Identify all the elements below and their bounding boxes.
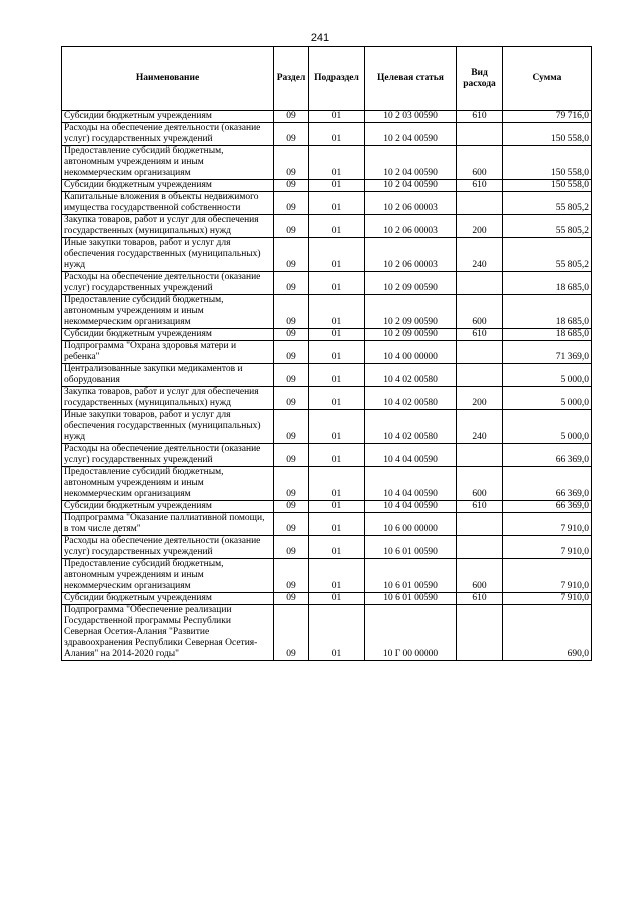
row-section: 09 <box>274 410 309 444</box>
row-name: Предоставление субсидий бюджетным, автономным учреждениям и иным некоммерческим организациям <box>62 467 274 501</box>
row-section: 09 <box>274 513 309 536</box>
table-row <box>62 238 592 272</box>
row-subsection: 01 <box>309 329 365 341</box>
row-name: Предоставление субсидий бюджетным, автономным учреждениям и иным некоммерческим организациям <box>62 295 274 329</box>
row-section: 09 <box>274 215 309 238</box>
row-subsection: 01 <box>309 146 365 180</box>
row-sum: 7 910,0 <box>503 559 592 593</box>
row-name: Подпрограмма "Охрана здоровья матери и ребенка" <box>62 341 274 364</box>
row-sum: 79 716,0 <box>503 111 592 123</box>
row-name: Предоставление субсидий бюджетным, автономным учреждениям и иным некоммерческим организациям <box>62 559 274 593</box>
row-subsection: 01 <box>309 272 365 295</box>
row-subsection: 01 <box>309 605 365 661</box>
row-expense-type: 610 <box>457 180 503 192</box>
row-section: 09 <box>274 501 309 513</box>
row-subsection: 01 <box>309 123 365 146</box>
row-target: 10 Г 00 00000 <box>365 605 457 661</box>
row-subsection: 01 <box>309 444 365 467</box>
row-sum: 7 910,0 <box>503 593 592 605</box>
row-expense-type: 610 <box>457 501 503 513</box>
row-sum: 71 369,0 <box>503 341 592 364</box>
table-row <box>62 329 592 341</box>
table-row <box>62 501 592 513</box>
row-expense-type: 600 <box>457 467 503 501</box>
row-section: 09 <box>274 329 309 341</box>
row-subsection: 01 <box>309 559 365 593</box>
row-expense-type <box>457 341 503 364</box>
row-name: Иные закупки товаров, работ и услуг для обеспечения государственных (муниципальных) нужд <box>62 238 274 272</box>
row-name: Расходы на обеспечение деятельности (оказание услуг) государственных учреждений <box>62 123 274 146</box>
row-subsection: 01 <box>309 192 365 215</box>
row-expense-type <box>457 364 503 387</box>
row-name: Предоставление субсидий бюджетным, автономным учреждениям и иным некоммерческим организациям <box>62 146 274 180</box>
row-sum: 5 000,0 <box>503 387 592 410</box>
row-target: 10 4 00 00000 <box>365 341 457 364</box>
row-name: Подпрограмма "Обеспечение реализации Государственной программы Республики Северная Осетия-Алания "Развитие здравоохранения Республики Северная Осетия-Алания" на 2014-2020 годы" <box>62 605 274 661</box>
row-name: Расходы на обеспечение деятельности (оказание услуг) государственных учреждений <box>62 444 274 467</box>
row-sum: 66 369,0 <box>503 444 592 467</box>
row-section: 09 <box>274 444 309 467</box>
row-subsection: 01 <box>309 295 365 329</box>
row-sum: 18 685,0 <box>503 295 592 329</box>
row-name: Субсидии бюджетным учреждениям <box>62 593 274 605</box>
row-section: 09 <box>274 593 309 605</box>
row-subsection: 01 <box>309 501 365 513</box>
table-row <box>62 146 592 180</box>
row-expense-type <box>457 192 503 215</box>
row-name: Централизованные закупки медикаментов и оборудования <box>62 364 274 387</box>
row-subsection: 01 <box>309 238 365 272</box>
header-name: Наименование <box>62 47 274 111</box>
row-sum: 150 558,0 <box>503 146 592 180</box>
row-target: 10 4 02 00580 <box>365 387 457 410</box>
row-target: 10 2 04 00590 <box>365 123 457 146</box>
row-section: 09 <box>274 111 309 123</box>
table-row <box>62 215 592 238</box>
row-expense-type: 200 <box>457 387 503 410</box>
row-expense-type: 600 <box>457 295 503 329</box>
row-target: 10 4 04 00590 <box>365 467 457 501</box>
row-expense-type <box>457 123 503 146</box>
header-section: Раздел <box>274 47 309 111</box>
row-sum: 7 910,0 <box>503 513 592 536</box>
row-name: Субсидии бюджетным учреждениям <box>62 501 274 513</box>
row-section: 09 <box>274 341 309 364</box>
row-section: 09 <box>274 192 309 215</box>
row-sum: 150 558,0 <box>503 123 592 146</box>
row-target: 10 4 02 00580 <box>365 410 457 444</box>
row-expense-type: 600 <box>457 559 503 593</box>
row-subsection: 01 <box>309 341 365 364</box>
row-expense-type: 600 <box>457 146 503 180</box>
row-subsection: 01 <box>309 467 365 501</box>
row-subsection: 01 <box>309 536 365 559</box>
table-row <box>62 605 592 661</box>
table-row <box>62 536 592 559</box>
table-row <box>62 192 592 215</box>
row-section: 09 <box>274 364 309 387</box>
row-sum: 55 805,2 <box>503 215 592 238</box>
table-row <box>62 593 592 605</box>
row-target: 10 4 02 00580 <box>365 364 457 387</box>
row-expense-type: 240 <box>457 410 503 444</box>
row-name: Капитальные вложения в объекты недвижимого имущества государственной собственности <box>62 192 274 215</box>
table-row <box>62 387 592 410</box>
header-sum: Сумма <box>503 47 592 111</box>
row-section: 09 <box>274 559 309 593</box>
row-sum: 66 369,0 <box>503 467 592 501</box>
table-row <box>62 341 592 364</box>
table-row <box>62 123 592 146</box>
row-target: 10 2 09 00590 <box>365 272 457 295</box>
row-subsection: 01 <box>309 215 365 238</box>
row-target: 10 4 04 00590 <box>365 444 457 467</box>
table-row <box>62 559 592 593</box>
row-sum: 5 000,0 <box>503 410 592 444</box>
header-subsection: Подраздел <box>309 47 365 111</box>
row-subsection: 01 <box>309 593 365 605</box>
row-expense-type <box>457 605 503 661</box>
row-target: 10 2 04 00590 <box>365 180 457 192</box>
header-row <box>62 47 592 111</box>
row-sum: 18 685,0 <box>503 272 592 295</box>
row-expense-type <box>457 513 503 536</box>
table-row <box>62 111 592 123</box>
table-row <box>62 364 592 387</box>
row-target: 10 2 09 00590 <box>365 329 457 341</box>
row-target: 10 4 04 00590 <box>365 501 457 513</box>
row-section: 09 <box>274 146 309 180</box>
row-section: 09 <box>274 238 309 272</box>
row-subsection: 01 <box>309 180 365 192</box>
row-subsection: 01 <box>309 387 365 410</box>
table-row <box>62 180 592 192</box>
row-expense-type: 610 <box>457 111 503 123</box>
row-subsection: 01 <box>309 410 365 444</box>
row-subsection: 01 <box>309 364 365 387</box>
row-target: 10 6 01 00590 <box>365 593 457 605</box>
row-name: Расходы на обеспечение деятельности (оказание услуг) государственных учреждений <box>62 536 274 559</box>
row-expense-type: 610 <box>457 329 503 341</box>
row-name: Субсидии бюджетным учреждениям <box>62 111 274 123</box>
row-target: 10 2 06 00003 <box>365 192 457 215</box>
table-row <box>62 410 592 444</box>
row-section: 09 <box>274 467 309 501</box>
row-target: 10 2 06 00003 <box>365 215 457 238</box>
row-sum: 18 685,0 <box>503 329 592 341</box>
row-sum: 55 805,2 <box>503 238 592 272</box>
row-expense-type <box>457 272 503 295</box>
table-row <box>62 295 592 329</box>
budget-table <box>61 46 592 661</box>
row-name: Субсидии бюджетным учреждениям <box>62 180 274 192</box>
row-name: Закупка товаров, работ и услуг для обеспечения государственных (муниципальных) нужд <box>62 387 274 410</box>
row-section: 09 <box>274 605 309 661</box>
row-sum: 5 000,0 <box>503 364 592 387</box>
table-row <box>62 444 592 467</box>
row-sum: 55 805,2 <box>503 192 592 215</box>
row-section: 09 <box>274 180 309 192</box>
row-section: 09 <box>274 536 309 559</box>
table-row <box>62 513 592 536</box>
row-target: 10 6 01 00590 <box>365 536 457 559</box>
row-sum: 7 910,0 <box>503 536 592 559</box>
page-number: 241 <box>310 32 330 44</box>
row-sum: 66 369,0 <box>503 501 592 513</box>
row-sum: 690,0 <box>503 605 592 661</box>
row-section: 09 <box>274 272 309 295</box>
row-section: 09 <box>274 295 309 329</box>
header-type: Вид расхода <box>457 47 503 111</box>
row-target: 10 6 01 00590 <box>365 559 457 593</box>
row-name: Расходы на обеспечение деятельности (оказание услуг) государственных учреждений <box>62 272 274 295</box>
row-section: 09 <box>274 123 309 146</box>
row-sum: 150 558,0 <box>503 180 592 192</box>
table-row <box>62 467 592 501</box>
row-name: Иные закупки товаров, работ и услуг для обеспечения государственных (муниципальных) нужд <box>62 410 274 444</box>
row-subsection: 01 <box>309 111 365 123</box>
row-expense-type: 610 <box>457 593 503 605</box>
row-name: Субсидии бюджетным учреждениям <box>62 329 274 341</box>
row-expense-type: 200 <box>457 215 503 238</box>
row-target: 10 6 00 00000 <box>365 513 457 536</box>
row-target: 10 2 06 00003 <box>365 238 457 272</box>
row-expense-type <box>457 536 503 559</box>
row-target: 10 2 03 00590 <box>365 111 457 123</box>
row-target: 10 2 09 00590 <box>365 295 457 329</box>
table-row <box>62 272 592 295</box>
row-name: Закупка товаров, работ и услуг для обеспечения государственных (муниципальных) нужд <box>62 215 274 238</box>
row-name: Подпрограмма "Оказание паллиативной помощи, в том числе детям" <box>62 513 274 536</box>
header-target: Целевая статья <box>365 47 457 111</box>
row-subsection: 01 <box>309 513 365 536</box>
row-target: 10 2 04 00590 <box>365 146 457 180</box>
row-expense-type <box>457 444 503 467</box>
row-expense-type: 240 <box>457 238 503 272</box>
row-section: 09 <box>274 387 309 410</box>
